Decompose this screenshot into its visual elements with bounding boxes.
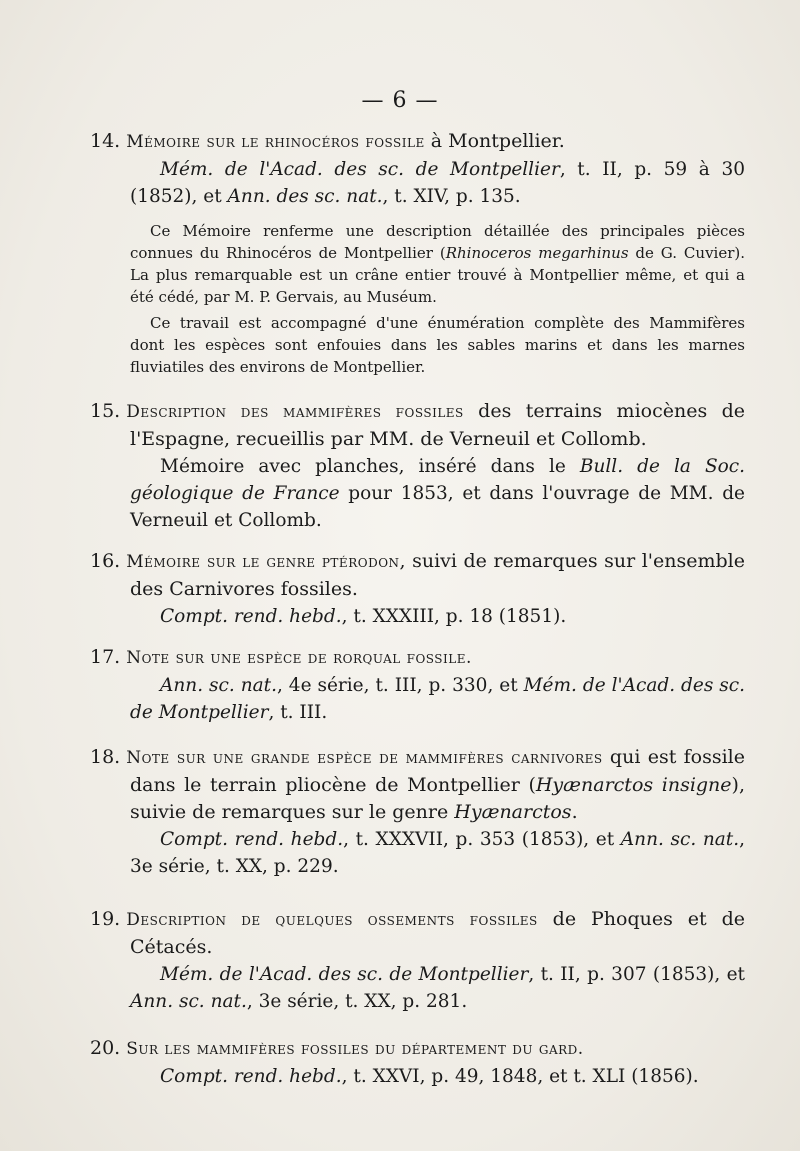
entry-title-smallcaps: Description des mammifères fossiles: [126, 402, 464, 422]
entry-spacer: [110, 378, 745, 398]
entry-reference: [110, 453, 745, 534]
bibliography-entry: [90, 906, 745, 1015]
entry-number: 20.: [90, 1037, 121, 1059]
entry-reference: [110, 961, 745, 1015]
entry-number: 14.: [90, 130, 121, 152]
entry-reference-part: , t. II, p. 307 (1853), et: [528, 964, 745, 985]
entry-title: [90, 128, 745, 156]
entry-title-smallcaps: Description de quelques ossements fossiles: [126, 910, 538, 930]
entry-title: [90, 906, 745, 961]
entry-number: 15.: [90, 400, 121, 422]
entry-title-rest: , suivi de remarques sur l'ensemble des Carnivores fossiles.: [130, 550, 745, 600]
entry-reference-part: , t. XXVI, p. 49, 1848, et t. XLI (1856).: [341, 1066, 699, 1087]
entry-reference-part: , t. III.: [268, 702, 328, 723]
entry-note-part: Ce Mémoire renferme une description détaillée des principales pièces connues du Rhinocéros de Montpellier (: [130, 222, 745, 262]
entry-reference: [110, 826, 745, 880]
bibliography-entry: [90, 744, 745, 880]
entry-note-part: Ce travail est accompagné d'une énumération complète des Mammifères dont les espèces sont enfouies dans les sables marins et dans les marnes fluviatiles des environs de Montpellier.: [130, 314, 745, 376]
entry-reference: [110, 156, 745, 210]
entry-reference-part: Ann. sc. nat.: [160, 675, 277, 696]
entry-title: [90, 1035, 745, 1063]
entry-reference-part: Bull. de la Soc. géologique de France: [130, 456, 746, 504]
entry-spacer: [110, 880, 745, 906]
entry-reference-part: , 4e série, t. III, p. 330, et: [276, 675, 524, 696]
entry-title: [90, 548, 745, 603]
entry-reference-part: Mémoire avec planches, inséré dans le: [160, 456, 580, 477]
entry-title-smallcaps: Mémoire sur le rhinocéros fossile: [126, 132, 425, 152]
entry-title-rest: de Phoques et de Cétacés.: [130, 908, 745, 958]
entry-reference-part: , t. XIV, p. 135.: [382, 186, 521, 207]
entry-note-part: Rhinoceros megarhinus: [445, 244, 629, 262]
bibliography-entry: [90, 398, 746, 534]
entry-reference-part: , t. XXXVII, p. 353 (1853), et: [343, 829, 621, 850]
entry-title-rest-part: Hyænarctos: [454, 801, 572, 823]
entry-number: 18.: [90, 746, 121, 768]
entry-title-smallcaps: Note sur une espèce de rorqual fossile.: [126, 648, 472, 668]
entry-title-smallcaps: Sur les mammifères fossiles du département du gard.: [126, 1039, 584, 1059]
entry-reference-part: Ann. sc. nat.: [130, 991, 247, 1012]
entry-title-rest-part: .: [571, 801, 578, 823]
entry-spacer: [110, 1015, 745, 1035]
entry-note: [110, 312, 745, 378]
entry-reference-part: pour 1853, et dans l'ouvrage de MM. de Verneuil et Collomb.: [130, 483, 745, 531]
entry-note-part: de G. Cuvier). La plus remarquable est un crâne entier trouvé à Montpellier même, et qui a été cédé, par M. P. Gervais, au Muséum.: [130, 244, 746, 306]
entry-reference-part: , t. II, p. 59 à 30 (1852), et: [130, 159, 745, 207]
entry-title-rest: à Montpellier.: [424, 130, 565, 152]
entry-reference-part: Compt. rend. hebd.: [160, 1066, 342, 1087]
entry-reference-part: Ann. des sc. nat.: [227, 186, 383, 207]
entry-spacer: [110, 630, 745, 644]
entry-reference-part: Compt. rend. hebd.: [160, 606, 342, 627]
entry-title: [90, 644, 745, 672]
entry-title-smallcaps: Mémoire sur le genre ptérodon: [126, 552, 400, 572]
entry-title-rest-part: Hyænarctos insigne: [535, 774, 732, 796]
entry-reference: [110, 672, 745, 726]
entry-reference-part: , t. XXXIII, p. 18 (1851).: [341, 606, 567, 627]
bibliography-entry: [90, 548, 745, 630]
entry-title-rest-part: qui est fossile dans le terrain pliocène de Montpellier (: [130, 746, 745, 796]
entry-reference: [110, 1063, 745, 1090]
entry-reference-part: , 3e série, t. XX, p. 281.: [246, 991, 468, 1012]
entry-title-rest-part: ), suivie de remarques sur le genre: [130, 774, 745, 823]
entry-reference-part: Mém. de l'Acad. des sc. de Montpellier: [160, 159, 560, 180]
entry-reference-part: Mém. de l'Acad. des sc. de Montpellier: [130, 675, 746, 723]
entry-spacer: [110, 726, 745, 744]
bibliography-entry: [90, 128, 746, 378]
entry-reference-part: Compt. rend. hebd.: [160, 829, 344, 850]
entry-title-smallcaps: Note sur une grande espèce de mammifères carnivores: [126, 748, 603, 768]
bibliography-list: [90, 128, 746, 1090]
entry-reference-part: Ann. sc. nat.: [620, 829, 740, 850]
entry-number: 17.: [90, 646, 121, 668]
page-number: — 6 —: [361, 88, 439, 113]
entry-reference-part: Mém. de l'Acad. des sc. de Montpellier: [160, 964, 529, 985]
entry-reference-part: , 3e série, t. XX, p. 229.: [130, 829, 745, 877]
bibliography-entry: [90, 644, 746, 726]
entry-number: 19.: [90, 908, 121, 930]
entry-note: [110, 220, 745, 308]
bibliography-entry: [90, 1035, 745, 1090]
entry-number: 16.: [90, 550, 121, 572]
entry-title: [90, 744, 745, 826]
entry-title-rest: des terrains miocènes de l'Espagne, recueillis par MM. de Verneuil et Collomb.: [130, 400, 745, 450]
entry-spacer: [110, 534, 745, 548]
entry-title: [90, 398, 745, 453]
entry-reference: [110, 603, 745, 630]
